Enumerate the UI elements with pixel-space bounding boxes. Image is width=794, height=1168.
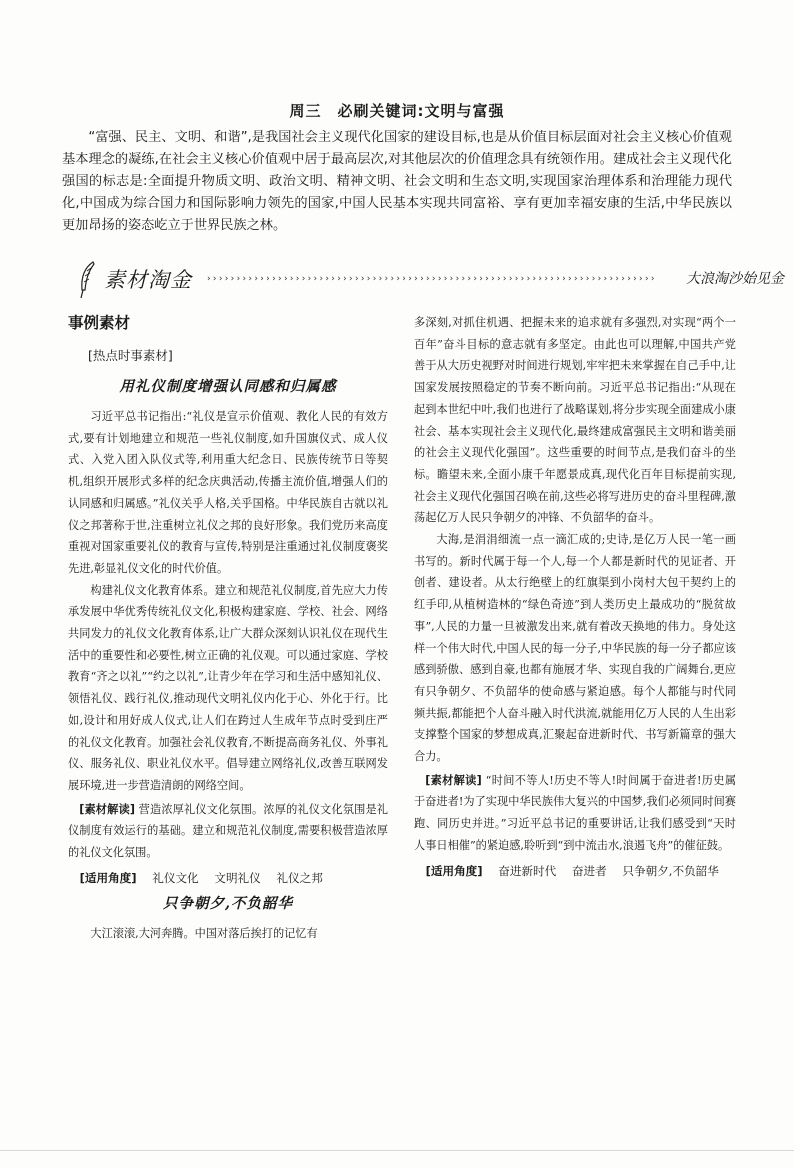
right-column <box>414 312 736 884</box>
angle-item: 奋进者 <box>571 863 607 878</box>
banner-slogan: 大浪淘沙始见金 <box>686 271 784 287</box>
article-title-seize-the-day: 只争朝夕,不负韶华 <box>162 895 294 913</box>
material-category: [热点时事素材] <box>88 348 173 363</box>
feather-pen-icon <box>76 260 98 300</box>
banner-arrow-divider: ›››››››››››››››››››››››››››››››››››››››››››››››››››››››››››››››››››››››››››› <box>206 274 656 284</box>
angle-item: 礼仪文化 <box>152 870 199 885</box>
note-text: 营造浓厚礼仪文化氛围。浓厚的礼仪文化氛围是礼仪制度有效运行的基础。建立和规范礼仪制度,需要积极营造浓厚的礼仪文化氛围。 <box>68 802 388 860</box>
angle-item: 礼仪之邦 <box>276 870 323 885</box>
note-tag: [素材解读] <box>425 773 482 787</box>
page-title: 周三 必刷关键词:文明与富强 <box>289 102 505 120</box>
applicable-angles <box>80 868 388 890</box>
angle-item: 奋进新时代 <box>498 863 557 878</box>
material-note <box>414 770 736 857</box>
intro-paragraph: “富强、民主、文明、和谐”,是我国社会主义现代化国家的建设目标,也是从价值目标层面对社会主义核心价值观基本理念的凝练,在社会主义核心价值观中居于最高层次,对其他层次的价值理念具有统领作用。建成社会主义现代化强国的标志是:全面提升物质文明、政治文明、精神文明、社会文明和生态文明,实现国家治理体系和治理能力现代化,中国成为综合国力和国际影响力领先的国家,中国人民基本实现共同富裕、享有更加幸福安康的生活,中华民族以更加昂扬的姿态屹立于世界民族之林。 <box>62 130 732 233</box>
article-paragraph: 构建礼仪文化教育体系。建立和规范礼仪制度,首先应大力传承发展中华优秀传统礼仪文化,积极构建家庭、学校、社会、网络共同发力的礼仪文化教育体系,让广大群众深刻认识礼仪在现代生活中的重要性和必要性,树立正确的礼仪观。可以通过家庭、学校教育“齐之以礼”“约之以礼”,让青少年在学习和生活中感知礼仪、领悟礼仪、践行礼仪,推动现代文明礼仪内化于心、外化于行。比如,设计和用好成人仪式,让人们在跨过人生成年节点时受到庄严的礼仪文化教育。加强社会礼仪教育,不断提高商务礼仪、外事礼仪、服务礼仪、职业礼仪水平。倡导建立网络礼仪,改善互联网发展环境,进一步营造清朗的网络空间。 <box>68 583 388 792</box>
bottom-divider <box>0 1150 794 1151</box>
note-tag: [素材解读] <box>79 802 135 816</box>
section-heading: 事例素材 <box>68 314 131 332</box>
article-paragraph: 习近平总书记指出:“礼仪是宣示价值观、教化人民的有效方式,要有计划地建立和规范一些礼仪制度,如升国旗仪式、成人仪式、入党入团入队仪式等,利用重大纪念日、民族传统节日等契机,组织开展形式多样的纪念庆典活动,传播主流价值,增强人们的认同感和归属感。”礼仪关乎人格,关乎国格。中华民族自古就以礼仪之邦著称于世,注重树立礼仪之邦的良好形象。我们党历来高度重视对国家重要礼仪的教育与宣传,特别是注重通过礼仪制度褒奖先进,彰显礼仪文化的时代价值。 <box>68 410 388 575</box>
section-banner <box>68 260 784 300</box>
angle-item: 只争朝夕,不负韶华 <box>622 863 719 878</box>
angle-item: 文明礼仪 <box>214 870 261 885</box>
article-title-etiquette: 用礼仪制度增强认同感和归属感 <box>119 378 337 395</box>
applicable-angles <box>426 861 736 883</box>
article-paragraph: 大江滚滚,大河奔腾。中国对落后挨打的记忆有 <box>90 927 318 941</box>
angle-tag: [适用角度] <box>79 870 137 885</box>
material-note <box>68 799 388 864</box>
note-text: “时间不等人!历史不等人!时间属于奋进者!历史属于奋进者!为了实现中华民族伟大复兴的中国梦,我们必须同时间赛跑、同历史并进。”习近平总书记的重要讲话,让我们感受到“天时人事日相催”的紧迫感,聆听到“到中流击水,浪遏飞舟”的催征鼓。 <box>414 773 737 852</box>
left-column <box>68 310 388 945</box>
article-paragraph: 大海,是涓涓细流一点一滴汇成的;史诗,是亿万人民一笔一画书写的。新时代属于每一个人,每一个人都是新时代的见证者、开创者、建设者。从太行绝壁上的红旗渠到小岗村大包干契约上的红手印,从植树造林的“绿色奇迹”到人类历史上最成功的“脱贫故事”,人民的力量一旦被激发出来,就有着改天换地的伟力。身处这样一个伟大时代,中国人民的每一分子,中华民族的每一分子都应该感到骄傲、感到自豪,也都有施展才华、实现自我的广阔舞台,更应有只争朝夕、不负韶华的使命感与紧迫感。每个人都能与时代同频共振,都能把个人奋斗融入时代洪流,就能用亿万人民的人生出彩支撑整个国家的梦想成真,汇聚起奋进新时代、书写新篇章的强大合力。 <box>414 533 736 764</box>
banner-title: 素材淘金 <box>104 268 192 292</box>
article-paragraph: 多深刻,对抓住机遇、把握未来的追求就有多强烈,对实现“两个一百年”奋斗目标的意志就有多坚定。由此也可以理解,中国共产党善于从大历史视野对时间进行规划,牢牢把未来掌握在自己手中,让国家发展按照稳定的节奏不断向前。习近平总书记指出:“从现在起到本世纪中叶,我们也进行了战略谋划,将分步实现全面建成小康社会、基本实现社会主义现代化,最终建成富强民主文明和谐美丽的社会主义现代化强国”。这些重要的时间节点,是我们奋斗的坐标。瞻望未来,全面小康千年愿景成真,现代化百年目标提前实现,社会主义现代化强国召唤在前,这些必将写进历史的奋斗里程碑,激荡起亿万人民只争朝夕的冲锋、不负韶华的奋斗。 <box>414 316 736 525</box>
angle-tag: [适用角度] <box>425 863 483 878</box>
